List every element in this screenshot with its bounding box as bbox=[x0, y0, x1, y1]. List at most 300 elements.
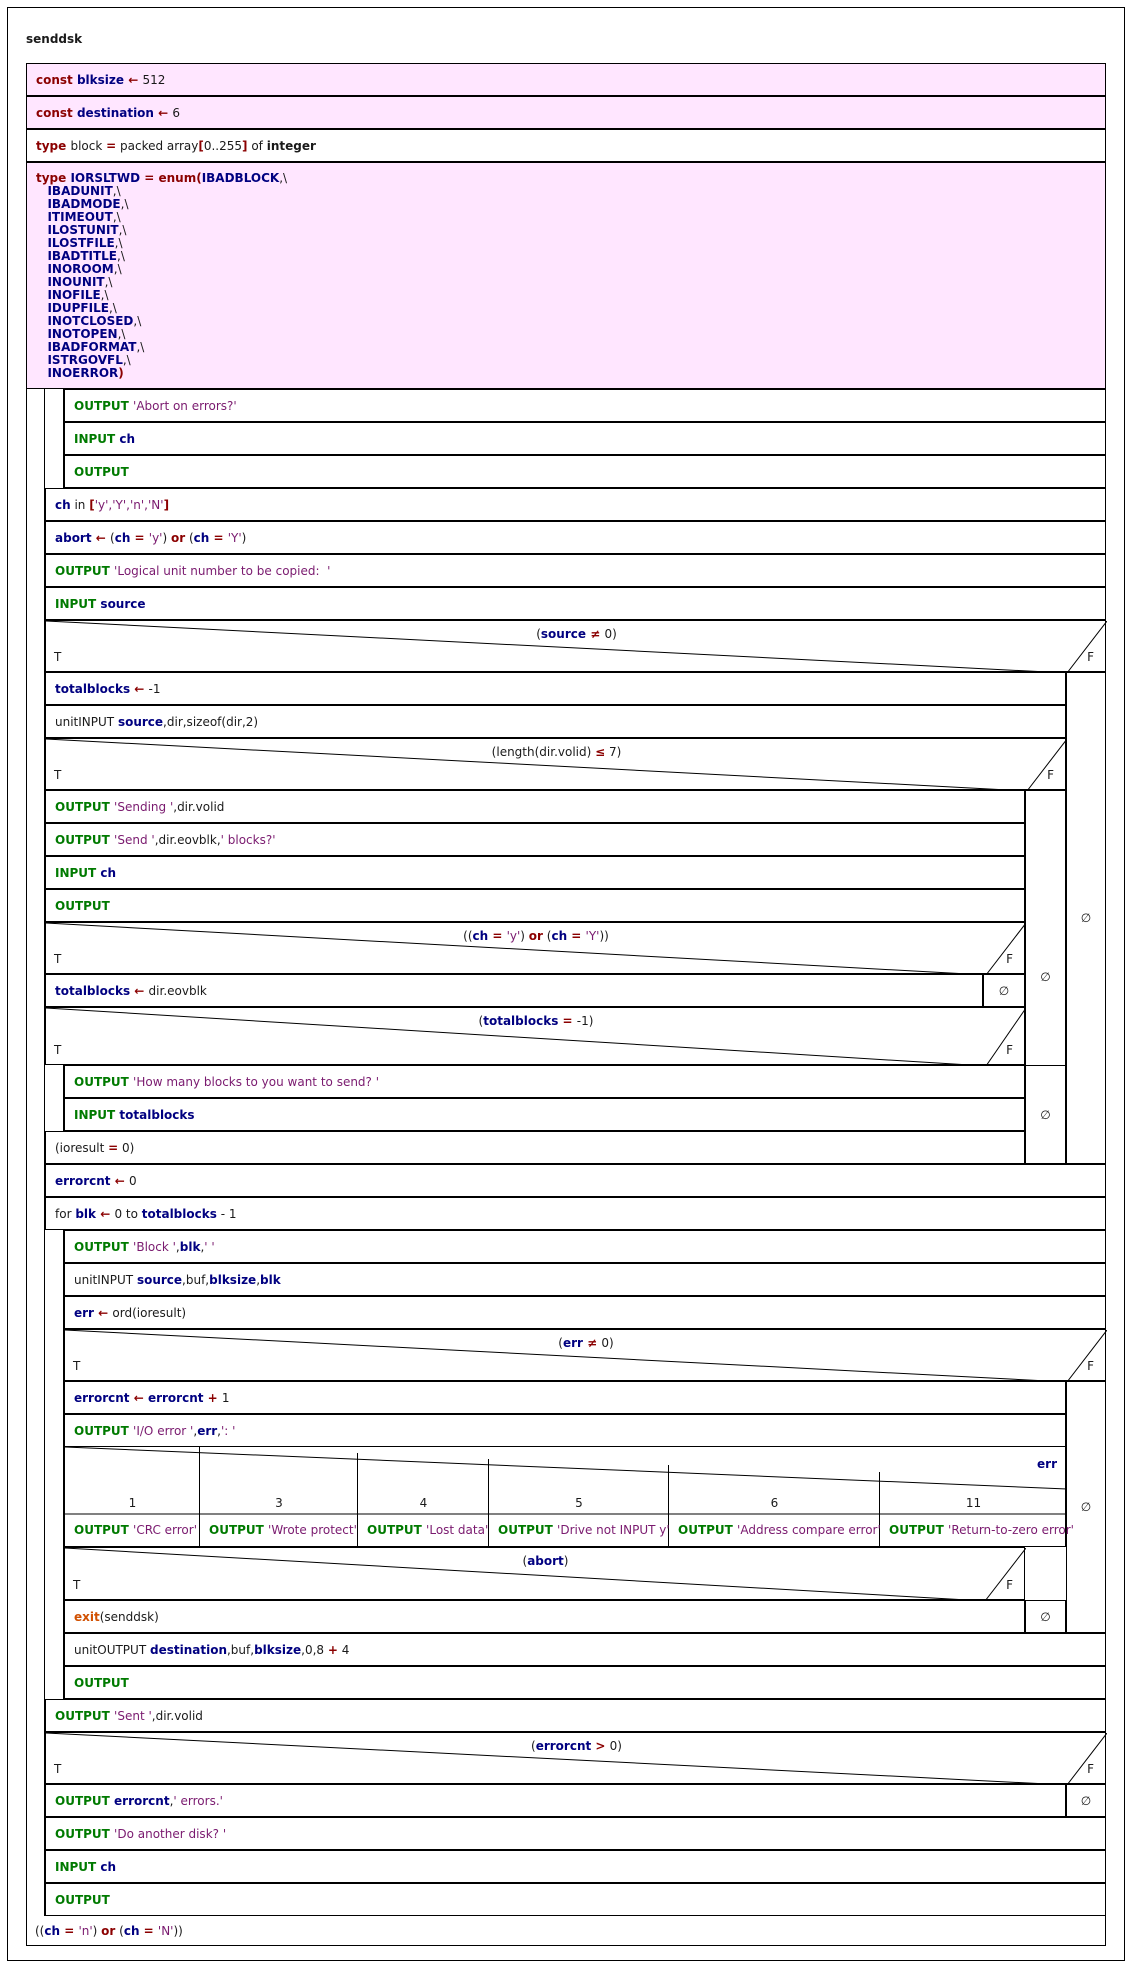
statement-r20 bbox=[45, 1131, 1025, 1164]
code-token bbox=[36, 262, 47, 276]
statement-text bbox=[55, 715, 258, 730]
code-token: = bbox=[567, 929, 586, 943]
statement-text bbox=[74, 1108, 195, 1123]
code-token: INOTOPEN bbox=[47, 327, 118, 341]
case-column bbox=[200, 1453, 358, 1546]
statement-text bbox=[74, 399, 237, 414]
code-token: unitINPUT bbox=[55, 715, 118, 729]
code-token bbox=[36, 353, 47, 367]
code-token: ← bbox=[130, 682, 149, 696]
statement-r31 bbox=[45, 1699, 1106, 1732]
code-token: (senddsk) bbox=[99, 1610, 159, 1624]
statement-text bbox=[74, 1075, 379, 1090]
code-token: OUTPUT bbox=[55, 1893, 110, 1907]
code-token: , bbox=[175, 1240, 180, 1254]
code-token: 'Sent ' bbox=[114, 1709, 152, 1723]
code-token: ,\ bbox=[114, 236, 123, 250]
statement-text bbox=[55, 682, 161, 697]
statement-text bbox=[74, 432, 135, 447]
decision-condition bbox=[65, 1336, 1107, 1351]
code-token: totalblocks bbox=[55, 984, 131, 998]
statement-text bbox=[55, 899, 110, 914]
code-token: 512 bbox=[142, 73, 166, 87]
code-token: ,\ bbox=[279, 171, 288, 185]
code-token: OUTPUT bbox=[74, 1676, 129, 1690]
code-token: packed array bbox=[116, 139, 199, 153]
statement-r7 bbox=[45, 488, 1106, 521]
code-token: ,\ bbox=[122, 353, 131, 367]
code-token: blksize bbox=[209, 1273, 257, 1287]
false-label: F bbox=[1006, 952, 1013, 966]
empty-branch-e1 bbox=[1066, 672, 1106, 1164]
code-token: ) bbox=[162, 531, 171, 545]
decision-condition bbox=[46, 1739, 1107, 1754]
code-token: source bbox=[117, 715, 164, 729]
code-token: ( bbox=[478, 1014, 484, 1028]
code-token: ( bbox=[522, 1554, 528, 1568]
code-token: ch bbox=[44, 1924, 61, 1938]
code-token: - 1 bbox=[216, 1207, 237, 1221]
code-token: unitINPUT bbox=[74, 1273, 137, 1287]
code-token: ch bbox=[100, 866, 117, 880]
code-token: ( bbox=[115, 1924, 124, 1938]
code-token: = bbox=[60, 1924, 79, 1938]
statement-text bbox=[36, 106, 180, 121]
statement-r33 bbox=[45, 1817, 1106, 1850]
code-token: abort bbox=[55, 531, 92, 545]
code-token: ≤ bbox=[595, 745, 606, 759]
statement-text bbox=[35, 1924, 183, 1939]
code-token: ← bbox=[93, 1306, 113, 1320]
code-token: or bbox=[170, 531, 186, 545]
statement-r21 bbox=[45, 1164, 1106, 1197]
code-token bbox=[36, 236, 47, 250]
decision-d6 bbox=[64, 1547, 1025, 1600]
case-branch-statement bbox=[678, 1523, 881, 1538]
code-token: ,dir,sizeof(dir,2) bbox=[163, 715, 259, 729]
statement-text bbox=[74, 1424, 235, 1439]
decision-condition bbox=[46, 745, 1067, 760]
code-token: INPUT bbox=[55, 866, 101, 880]
code-token: ) bbox=[241, 531, 247, 545]
code-token: ,0,8 bbox=[301, 1643, 328, 1657]
code-token: blksize bbox=[254, 1643, 302, 1657]
empty-set-symbol: ∅ bbox=[1080, 1793, 1092, 1808]
decision-d7 bbox=[45, 1732, 1106, 1784]
statement-r26 bbox=[64, 1381, 1066, 1414]
code-token: (length(dir.volid) bbox=[491, 745, 596, 759]
code-token: ch bbox=[472, 929, 489, 943]
code-token bbox=[36, 340, 47, 354]
code-token: OUTPUT bbox=[55, 1794, 115, 1808]
code-token: ) bbox=[563, 1554, 569, 1568]
code-token: -1) bbox=[576, 1014, 594, 1028]
enum-line bbox=[36, 367, 124, 380]
code-token: = bbox=[139, 1924, 158, 1938]
code-token: ,dir.eovblk, bbox=[154, 833, 221, 847]
code-token: OUTPUT bbox=[367, 1523, 427, 1537]
decision-d1 bbox=[45, 620, 1106, 672]
code-token: 'Do another disk? ' bbox=[114, 1827, 227, 1841]
code-token: = bbox=[108, 1141, 119, 1155]
statement-text bbox=[55, 1827, 226, 1842]
code-token: ≠ bbox=[586, 627, 605, 641]
statement-r27 bbox=[64, 1414, 1066, 1447]
code-token: ' errors.' bbox=[173, 1794, 223, 1808]
code-token: ,\ bbox=[133, 314, 142, 328]
code-token: INOUNIT bbox=[47, 275, 105, 289]
code-token: OUTPUT bbox=[74, 399, 134, 413]
statement-text bbox=[36, 73, 165, 88]
code-token: ) bbox=[118, 366, 124, 380]
code-token: unitOUTPUT bbox=[74, 1643, 150, 1657]
code-token: errorcnt bbox=[74, 1391, 130, 1405]
code-token: (ioresult bbox=[55, 1141, 109, 1155]
code-token: = bbox=[209, 531, 228, 545]
code-token: abort bbox=[527, 1554, 564, 1568]
code-token: destination bbox=[76, 106, 154, 120]
code-token: = bbox=[130, 531, 149, 545]
statement-r0 bbox=[26, 63, 1106, 96]
code-token: ' ' bbox=[204, 1240, 215, 1254]
statement-r35 bbox=[45, 1883, 1106, 1916]
case-branch-statement bbox=[498, 1523, 670, 1538]
false-label: F bbox=[1047, 768, 1054, 782]
code-token: 'Address compare error' bbox=[737, 1523, 881, 1537]
code-token: 'n' bbox=[78, 1924, 93, 1938]
statement-text bbox=[74, 1676, 129, 1691]
statement-text bbox=[55, 1207, 236, 1222]
code-token: 'Wrote protect' bbox=[268, 1523, 357, 1537]
statement-text bbox=[55, 1860, 116, 1875]
code-token: 'I/O error ' bbox=[133, 1424, 194, 1438]
code-token: 0 bbox=[128, 1174, 137, 1188]
statement-text bbox=[55, 531, 246, 546]
case-value-label: 4 bbox=[419, 1496, 428, 1510]
statement-r4 bbox=[64, 389, 1106, 422]
true-label: T bbox=[73, 1359, 81, 1373]
code-token: errorcnt bbox=[114, 1794, 170, 1808]
false-label: F bbox=[1006, 1578, 1013, 1592]
empty-set-symbol: ∅ bbox=[1040, 1609, 1051, 1624]
code-token: 'Y' bbox=[227, 531, 242, 545]
code-token bbox=[36, 197, 47, 211]
code-token: in bbox=[70, 498, 90, 512]
empty-branch-e6 bbox=[1025, 1600, 1066, 1633]
code-token: ( bbox=[185, 531, 194, 545]
case-column bbox=[65, 1447, 200, 1546]
code-token: destination bbox=[149, 1643, 227, 1657]
code-token: errorcnt bbox=[55, 1174, 111, 1188]
code-token: 0) bbox=[604, 627, 617, 641]
code-token: OUTPUT bbox=[209, 1523, 269, 1537]
code-token: ,\ bbox=[100, 288, 109, 302]
statement-r14 bbox=[45, 823, 1025, 856]
code-token: ( bbox=[531, 1739, 536, 1753]
code-token: totalblocks bbox=[119, 1108, 195, 1122]
code-token: totalblocks bbox=[483, 1014, 559, 1028]
code-token: ,buf, bbox=[226, 1643, 255, 1657]
empty-set-symbol: ∅ bbox=[998, 983, 1010, 998]
code-token: 4 bbox=[337, 1643, 350, 1657]
code-token: IBADMODE bbox=[47, 197, 121, 211]
statement-r28 bbox=[64, 1600, 1025, 1633]
statement-text bbox=[55, 564, 330, 579]
statement-r17 bbox=[45, 974, 983, 1007]
code-token: INOROOM bbox=[47, 262, 114, 276]
code-token: OUTPUT bbox=[55, 899, 110, 913]
statement-text bbox=[55, 1709, 203, 1724]
for-loop-bar bbox=[45, 1230, 64, 1699]
statement-r2 bbox=[26, 129, 1106, 162]
statement-r10 bbox=[45, 587, 1106, 620]
statement-text bbox=[36, 139, 316, 154]
code-token: dir.eovblk bbox=[148, 984, 207, 998]
code-token: [ bbox=[89, 498, 95, 512]
code-token: OUTPUT bbox=[55, 1827, 115, 1841]
statement-text bbox=[74, 1643, 349, 1658]
code-token: OUTPUT bbox=[55, 833, 115, 847]
true-label: T bbox=[54, 650, 62, 664]
empty-set-symbol: ∅ bbox=[1080, 1500, 1092, 1514]
false-label: F bbox=[1087, 1359, 1094, 1373]
case-value-label: 5 bbox=[575, 1496, 583, 1510]
code-token: 'Lost data' bbox=[426, 1523, 489, 1537]
code-token: ,dir.volid bbox=[173, 800, 225, 814]
case-column bbox=[358, 1459, 489, 1546]
statement-text bbox=[55, 1893, 110, 1908]
code-token: OUTPUT bbox=[74, 1523, 134, 1537]
code-token: ( bbox=[110, 531, 115, 545]
statement-text bbox=[55, 498, 169, 513]
statement-r34 bbox=[45, 1850, 1106, 1883]
code-token: ← bbox=[130, 984, 149, 998]
code-token: OUTPUT bbox=[889, 1523, 949, 1537]
case-value-label: 11 bbox=[965, 1496, 982, 1510]
code-token: type bbox=[36, 171, 71, 185]
code-token: errorcnt bbox=[147, 1391, 204, 1405]
code-token: IBADBLOCK bbox=[201, 171, 280, 185]
statement-text bbox=[55, 984, 207, 999]
empty-branch-e4 bbox=[1025, 1065, 1066, 1164]
code-token: ,\ bbox=[136, 340, 145, 354]
code-token: OUTPUT bbox=[55, 800, 115, 814]
code-token: ILOSTFILE bbox=[47, 236, 115, 250]
case-value-label: 6 bbox=[770, 1496, 779, 1510]
empty-set-symbol: ∅ bbox=[1040, 1107, 1051, 1122]
code-token: OUTPUT bbox=[678, 1523, 738, 1537]
code-token bbox=[36, 327, 47, 341]
code-token: OUTPUT bbox=[74, 1424, 134, 1438]
case-branch-statement bbox=[889, 1523, 1074, 1538]
code-token: block bbox=[70, 139, 107, 153]
statement-r8 bbox=[45, 521, 1106, 554]
code-token: 'How many blocks to you want to send? ' bbox=[133, 1075, 380, 1089]
code-token: ← bbox=[91, 531, 111, 545]
code-token: 0..255 bbox=[203, 139, 243, 153]
statement-r30 bbox=[64, 1666, 1106, 1699]
code-token: + bbox=[203, 1391, 222, 1405]
code-token: + bbox=[327, 1643, 338, 1657]
code-token: OUTPUT bbox=[74, 1240, 134, 1254]
code-token: err bbox=[74, 1306, 94, 1320]
statement-r11 bbox=[45, 672, 1066, 705]
code-token: ,\ bbox=[104, 275, 113, 289]
code-token: (( bbox=[35, 1924, 45, 1938]
code-token: 'Logical unit number to be copied: ' bbox=[114, 564, 331, 578]
statement-text bbox=[74, 465, 129, 480]
code-token bbox=[36, 314, 47, 328]
code-token: ch bbox=[100, 1860, 117, 1874]
statement-r19 bbox=[64, 1098, 1025, 1131]
code-token: errorcnt bbox=[535, 1739, 592, 1753]
code-token: for bbox=[55, 1207, 76, 1221]
code-token: ( bbox=[542, 929, 552, 943]
code-token: blk bbox=[260, 1273, 281, 1287]
code-token: -1 bbox=[148, 682, 161, 696]
decision-d5 bbox=[64, 1329, 1106, 1381]
case-column bbox=[880, 1481, 1074, 1546]
code-token: blk bbox=[75, 1207, 97, 1221]
code-token: ← bbox=[129, 1391, 148, 1405]
case-value-label: 3 bbox=[275, 1496, 283, 1510]
true-label: T bbox=[54, 768, 62, 782]
decision-condition bbox=[65, 1554, 1026, 1569]
code-token: , bbox=[169, 1794, 174, 1808]
statement-text bbox=[55, 1141, 134, 1156]
code-token: 'CRC error' bbox=[133, 1523, 198, 1537]
code-token: ← bbox=[110, 1174, 129, 1188]
code-token: ISTRGOVFL bbox=[47, 353, 123, 367]
nested-if-bar bbox=[45, 1065, 64, 1131]
code-token: INPUT bbox=[74, 432, 120, 446]
statement-r22 bbox=[45, 1197, 1106, 1230]
statement-r9 bbox=[45, 554, 1106, 587]
code-token: IORSLTWD bbox=[70, 171, 141, 185]
code-token: INPUT bbox=[55, 1860, 101, 1874]
code-token: totalblocks bbox=[141, 1207, 217, 1221]
decision-d2 bbox=[45, 738, 1066, 790]
code-token bbox=[36, 223, 47, 237]
code-token: ≠ bbox=[582, 1336, 602, 1350]
code-token bbox=[36, 288, 47, 302]
case-block bbox=[64, 1447, 1074, 1547]
code-token: , bbox=[200, 1240, 205, 1254]
case-selector: err bbox=[1037, 1457, 1057, 1471]
statement-text bbox=[74, 1306, 186, 1321]
code-token: = bbox=[558, 1014, 577, 1028]
code-token: ch bbox=[551, 929, 568, 943]
code-token: OUTPUT bbox=[74, 1075, 134, 1089]
statement-r6 bbox=[64, 455, 1106, 488]
true-label: T bbox=[54, 1043, 62, 1057]
code-token: ) bbox=[92, 1924, 102, 1938]
code-token: exit bbox=[74, 1610, 100, 1624]
case-branch-statement bbox=[367, 1523, 488, 1538]
code-token bbox=[36, 249, 47, 263]
code-token: totalblocks bbox=[55, 682, 131, 696]
statement-r1 bbox=[26, 96, 1106, 129]
code-token: INOFILE bbox=[47, 288, 101, 302]
statement-r3 bbox=[26, 162, 1106, 389]
code-token: 'y' bbox=[148, 531, 163, 545]
code-token: ch bbox=[119, 432, 136, 446]
code-token: OUTPUT bbox=[74, 465, 129, 479]
code-token: ch bbox=[55, 498, 71, 512]
code-token: INPUT bbox=[55, 597, 101, 611]
decision-condition bbox=[46, 1014, 1026, 1029]
decision-d3 bbox=[45, 922, 1025, 974]
code-token: = bbox=[106, 139, 117, 153]
statement-text bbox=[74, 1240, 215, 1255]
code-token: ,\ bbox=[108, 301, 117, 315]
code-token bbox=[36, 210, 47, 224]
statement-r36 bbox=[26, 1916, 1106, 1946]
code-token: source bbox=[136, 1273, 183, 1287]
code-token: IBADTITLE bbox=[47, 249, 117, 263]
code-token: ← bbox=[96, 1207, 115, 1221]
code-token: err bbox=[562, 1336, 583, 1350]
case-value-label: 1 bbox=[128, 1496, 137, 1510]
code-token: IBADUNIT bbox=[47, 184, 113, 198]
statement-r5 bbox=[64, 422, 1106, 455]
code-token: 'Drive not INPUT y' bbox=[557, 1523, 670, 1537]
code-token: ch bbox=[123, 1924, 140, 1938]
true-label: T bbox=[54, 952, 62, 966]
statement-r15 bbox=[45, 856, 1025, 889]
code-token: 'N' bbox=[157, 1924, 174, 1938]
code-token: ' blocks?' bbox=[220, 833, 276, 847]
code-token: 6 bbox=[172, 106, 181, 120]
code-token: INOTCLOSED bbox=[47, 314, 134, 328]
code-token: or bbox=[528, 929, 543, 943]
code-token: source bbox=[100, 597, 146, 611]
code-token: 'Return-to-zero error' bbox=[948, 1523, 1074, 1537]
code-token: )) bbox=[599, 929, 609, 943]
code-token bbox=[36, 275, 47, 289]
code-token: , bbox=[256, 1273, 261, 1287]
code-token: ← bbox=[124, 73, 143, 87]
false-label: F bbox=[1087, 650, 1094, 664]
statement-r18 bbox=[64, 1065, 1025, 1098]
code-token: 'Block ' bbox=[133, 1240, 176, 1254]
code-token: ,\ bbox=[112, 184, 121, 198]
code-token: 0) bbox=[601, 1336, 614, 1350]
statement-text bbox=[74, 1610, 159, 1625]
case-column bbox=[489, 1465, 669, 1546]
statement-text bbox=[74, 1391, 230, 1406]
statement-text bbox=[55, 833, 276, 848]
empty-branch-e7 bbox=[1066, 1784, 1106, 1817]
statement-r25 bbox=[64, 1296, 1106, 1329]
code-token: 7) bbox=[605, 745, 622, 759]
code-token: ,\ bbox=[117, 249, 125, 263]
false-label: F bbox=[1087, 1762, 1094, 1776]
code-token: const bbox=[36, 106, 77, 120]
code-token: ,\ bbox=[117, 327, 126, 341]
code-token: ILOSTUNIT bbox=[47, 223, 119, 237]
code-token bbox=[36, 301, 47, 315]
statement-text bbox=[55, 1794, 223, 1809]
empty-set-symbol: ∅ bbox=[1040, 970, 1051, 984]
statement-text bbox=[55, 866, 116, 881]
false-label: F bbox=[1006, 1043, 1013, 1057]
code-token: 'Sending ' bbox=[114, 800, 174, 814]
code-token: ,buf, bbox=[182, 1273, 210, 1287]
code-token: ] bbox=[163, 498, 170, 512]
code-token: ,\ bbox=[113, 262, 122, 276]
code-token bbox=[36, 366, 47, 380]
